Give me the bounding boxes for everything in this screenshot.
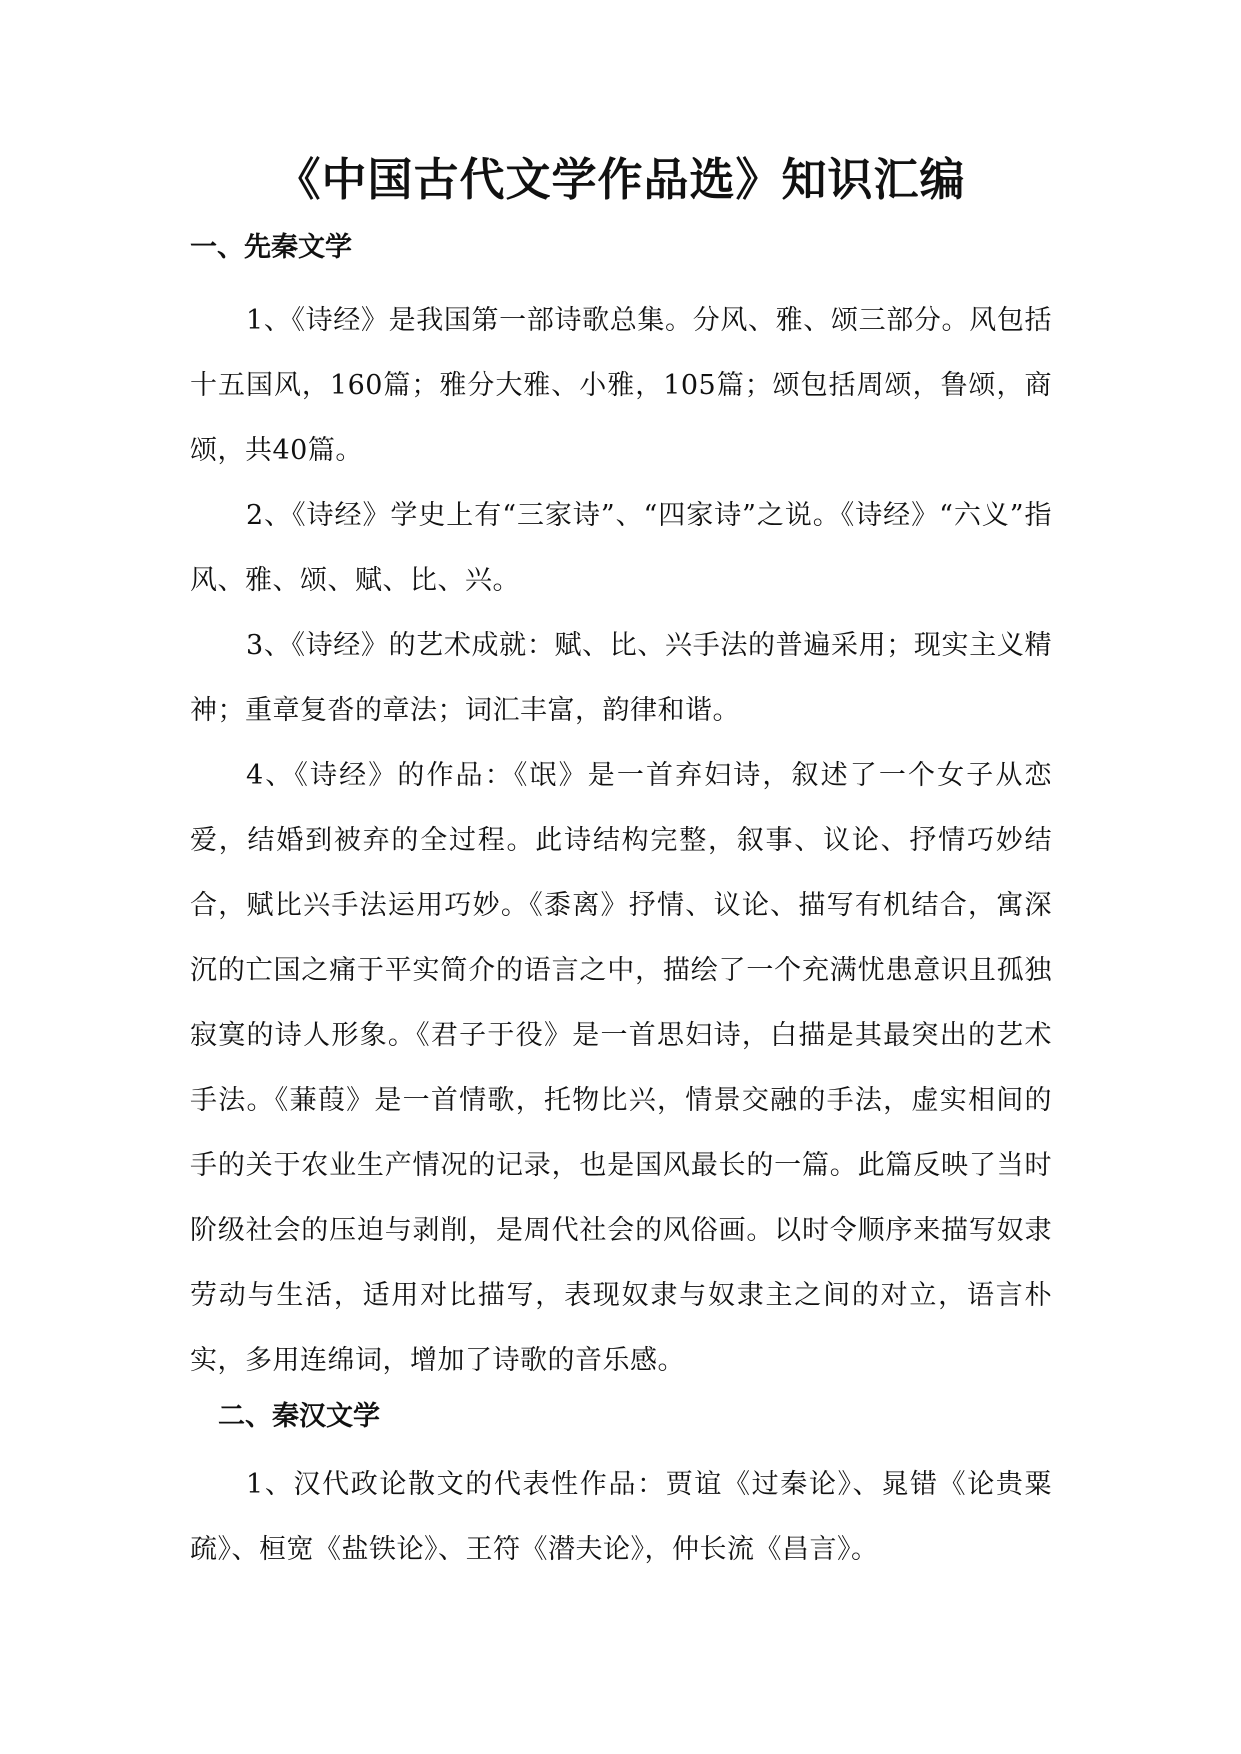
paragraph-5: 1、汉代政论散文的代表性作品：贾谊《过秦论》、晁错《论贵粟疏》、桓宽《盐铁论》、王符《潜夫论》，仲长流《昌言》。 xyxy=(190,1469,1052,1565)
section-heading-qin-han: 二、秦汉文学 xyxy=(218,1401,380,1432)
paragraph-2: 2、《诗经》学史上有“三家诗”、“四家诗”之说。《诗经》“六义”指风、雅、颂、赋、比、兴。 xyxy=(190,500,1052,596)
paragraph-1: 1、《诗经》是我国第一部诗歌总集。分风、雅、颂三部分。风包括十五国风，160篇；雅分大雅、小雅，105篇；颂包括周颂，鲁颂，商颂，共40篇。 xyxy=(190,305,1052,466)
section-heading-pre-qin: 一、先秦文学 xyxy=(190,232,352,263)
paragraph-4: 4、《诗经》的作品：《氓》是一首弃妇诗，叙述了一个女子从恋爱，结婚到被弃的全过程。此诗结构完整，叙事、议论、抒情巧妙结合，赋比兴手法运用巧妙。《黍离》抒情、议论、描写有机结合，寓深沉的亡国之痛于平实简介的语言之中，描绘了一个充满忧患意识且孤独寂寞的诗人形象。《君子于役》是一首思妇诗，白描是其最突出的艺术手法。《蒹葭》是一首情歌，托物比兴，情景交融的手法，虚实相间的手的关于农业生产情况的记录，也是国风最长的一篇。此篇反映了当时阶级社会的压迫与剥削，是周代社会的风俗画。以时令顺序来描写奴隶劳动与生活，适用对比描写，表现奴隶与奴隶主之间的对立，语言朴实，多用连绵词，增加了诗歌的音乐感。 xyxy=(190,760,1052,1376)
page-title: 《中国古代文学作品选》知识汇编 xyxy=(275,153,966,206)
paragraph-3: 3、《诗经》的艺术成就：赋、比、兴手法的普遍采用；现实主义精神；重章复沓的章法；词汇丰富，韵律和谐。 xyxy=(190,630,1052,726)
